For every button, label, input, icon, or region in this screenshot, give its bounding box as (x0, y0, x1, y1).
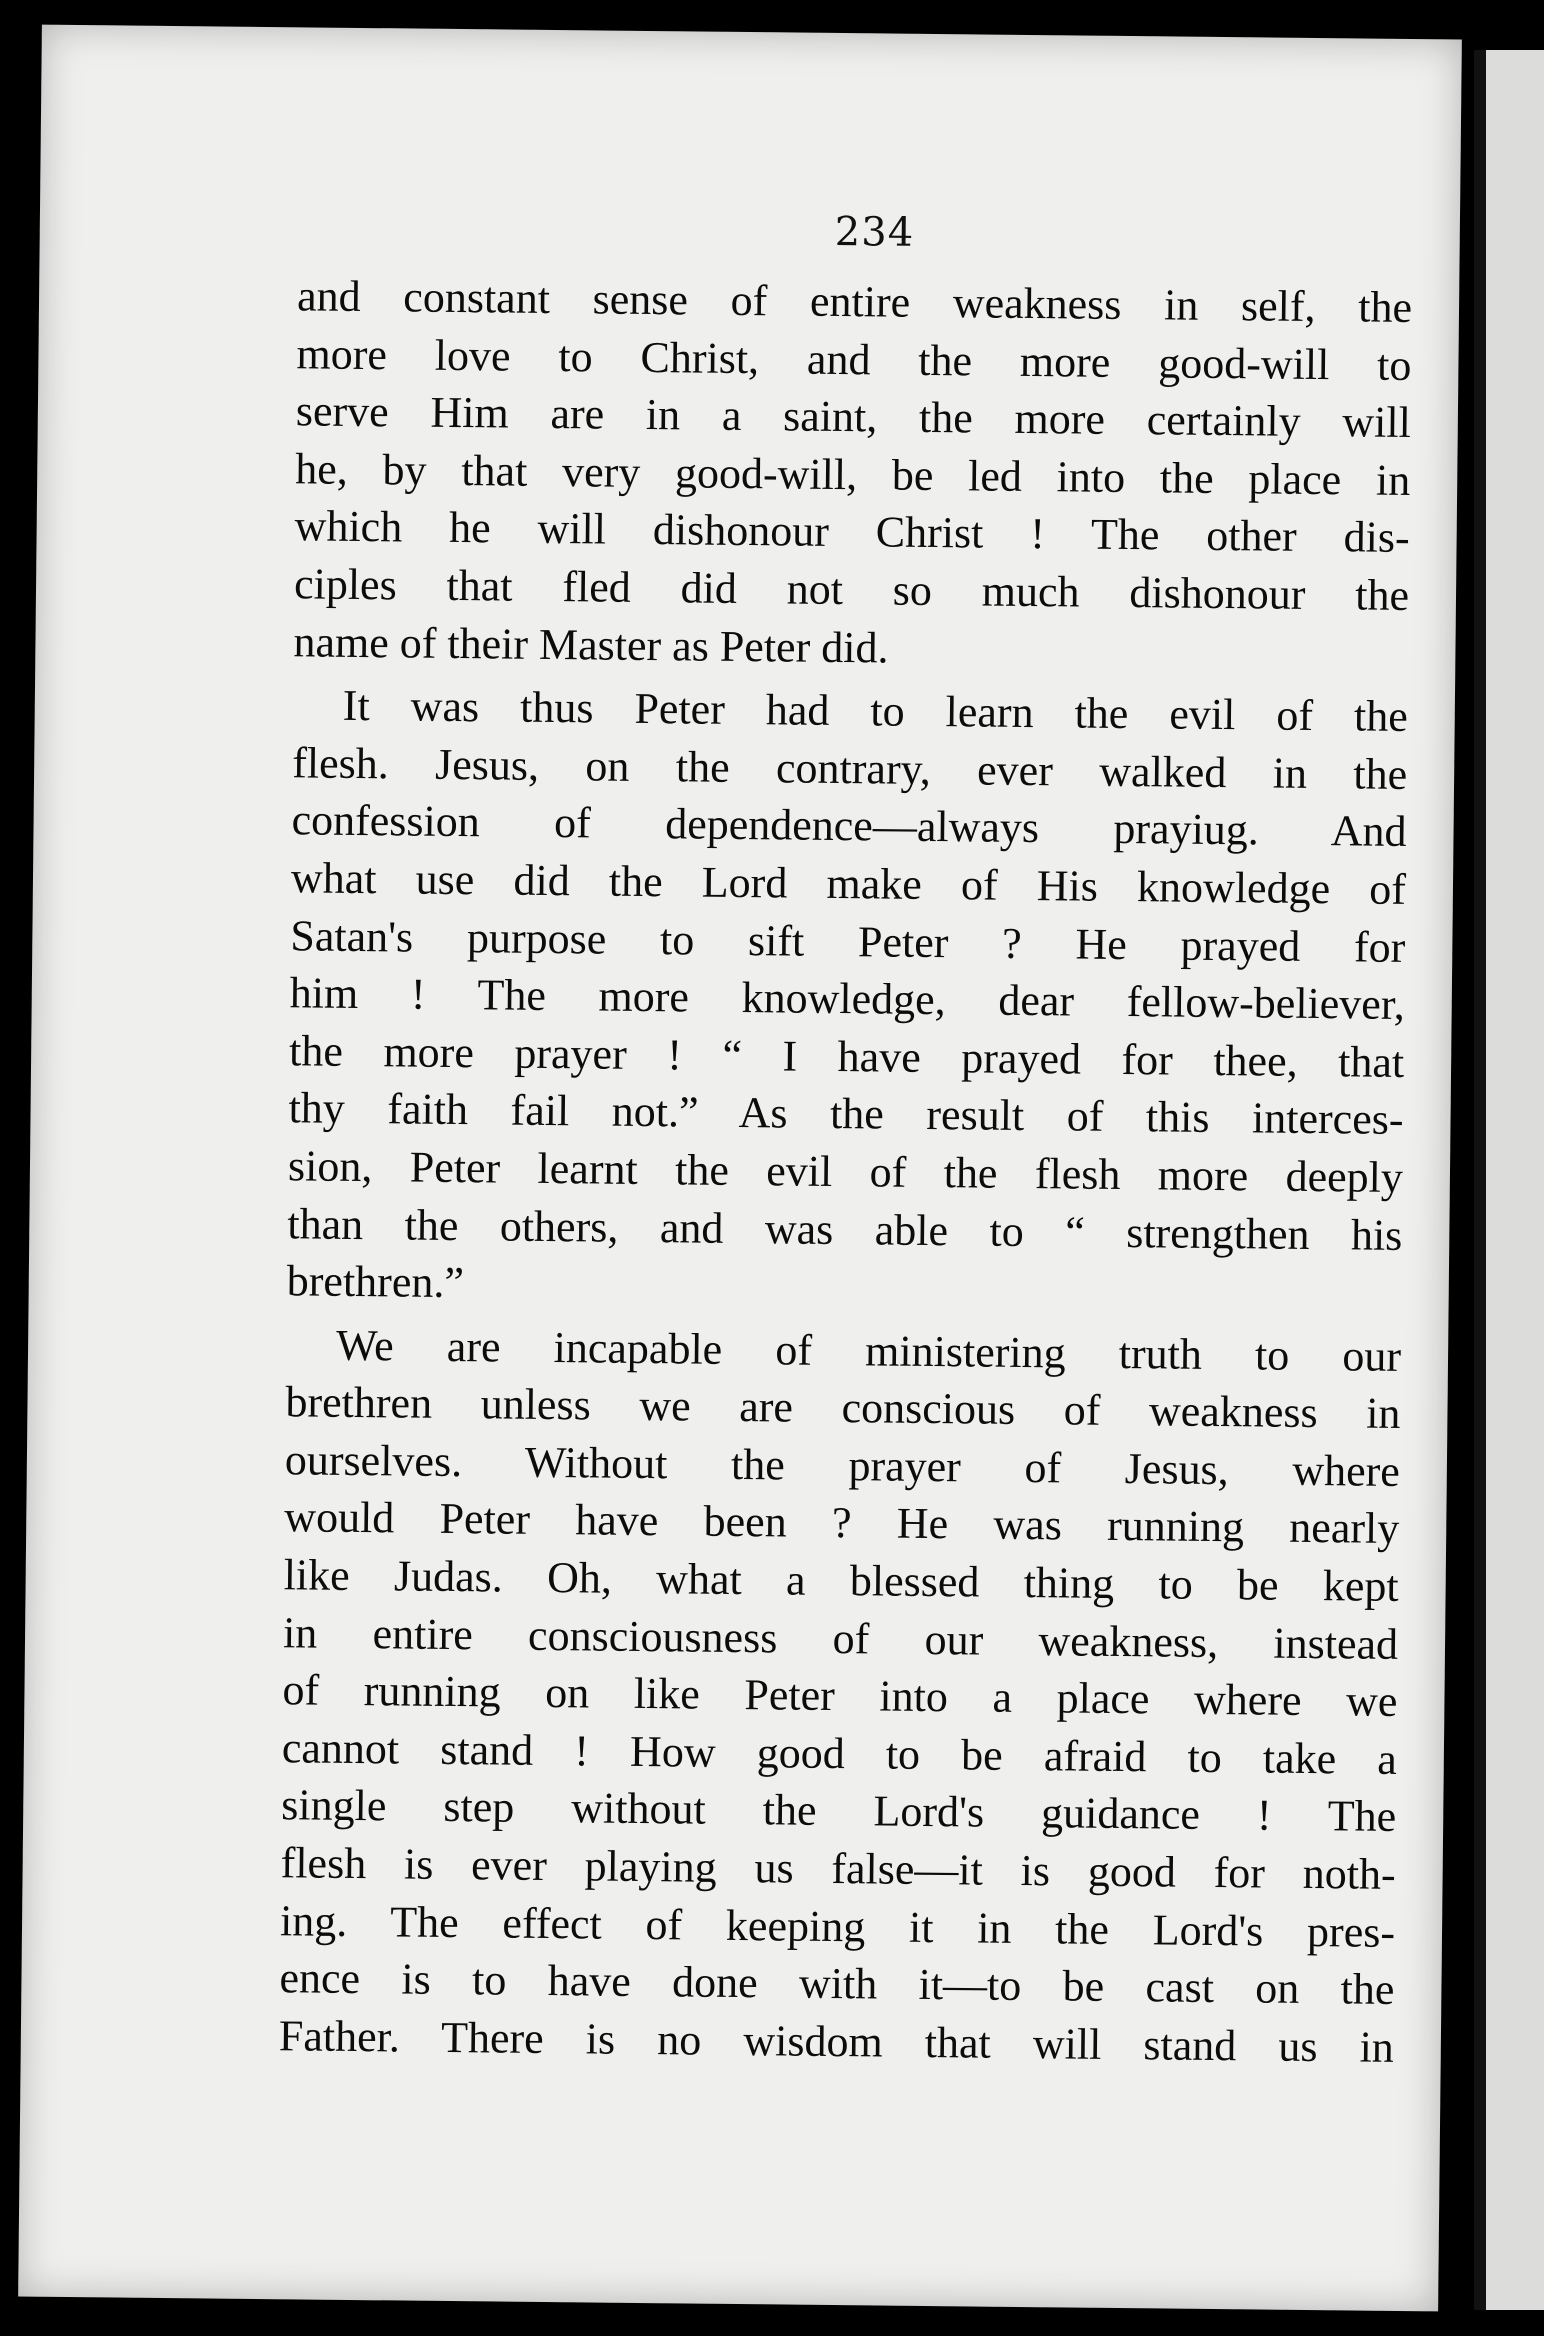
text-line: brethren.” (286, 1256, 465, 1308)
text-line: more love to Christ, and the more good-will to (296, 328, 1412, 390)
text-line: he, by that very good-will, be led into the place in (295, 444, 1411, 505)
text-line: brethren unless we are conscious of weakness in (285, 1377, 1401, 1439)
text-line: ciples that fled did not so much dishonour the (293, 559, 1410, 620)
page-text (279, 267, 1413, 2076)
paragraph-2 (286, 676, 1408, 1321)
page-number: 234 (834, 208, 915, 256)
text-line: flesh. Jesus, on the contrary, ever walked in the (291, 738, 1408, 799)
text-line: him ! The more knowledge, dear fellow-believer, (289, 968, 1406, 1030)
text-line: in entire consciousness of our weakness, instead (282, 1607, 1399, 1669)
text-line: confession of dependence—always prayiug. And (291, 795, 1407, 857)
text-line: It was thus Peter had to learn the evil of the (342, 680, 1409, 742)
paragraph-3 (279, 1316, 1402, 2076)
text-line: flesh is ever playing us false—it is good for noth- (280, 1838, 1396, 1899)
text-line: would Peter have been ? He was running nearly (284, 1492, 1400, 1554)
text-line: cannot stand ! How good to be afraid to take a (281, 1723, 1398, 1784)
text-line: We are incapable of ministering truth to our (335, 1320, 1402, 1381)
text-line: name of their Master as Peter did. (293, 616, 889, 673)
text-line: what use did the Lord make of His knowledge of (290, 853, 1407, 914)
text-line: serve Him are in a saint, the more certainly will (295, 386, 1412, 448)
adjacent-page-edge (1474, 50, 1544, 2310)
text-line: and constant sense of entire weakness in self, the (296, 271, 1413, 332)
text-line: ourselves. Without the prayer of Jesus, where (284, 1435, 1401, 1496)
text-line: Satan's purpose to sift Peter ? He prayed for (290, 910, 1406, 972)
text-line: of running on like Peter into a place where we (282, 1665, 1398, 1727)
text-line: sion, Peter learnt the evil of the flesh more deeply (287, 1141, 1404, 1202)
text-line: than the others, and was able to “ strengthen his (287, 1198, 1403, 1260)
text-line: thy faith fail not.” As the result of this interces- (288, 1083, 1404, 1145)
paragraph-1 (293, 267, 1412, 682)
text-line: ence is to have done with it—to be cast on the (279, 1953, 1395, 2015)
text-line: single step without the Lord's guidance ! The (281, 1780, 1397, 1842)
book-page (18, 25, 1462, 2312)
text-line: Father. There is no wisdom that will stand us in (278, 2011, 1395, 2072)
text-line: like Judas. Oh, what a blessed thing to be kept (283, 1550, 1399, 1611)
text-line: the more prayer ! “ I have prayed for thee, that (288, 1025, 1405, 1087)
text-line: ing. The effect of keeping it in the Lord's pres- (279, 1895, 1396, 1957)
text-line: which he will dishonour Christ ! The other dis- (294, 501, 1410, 563)
